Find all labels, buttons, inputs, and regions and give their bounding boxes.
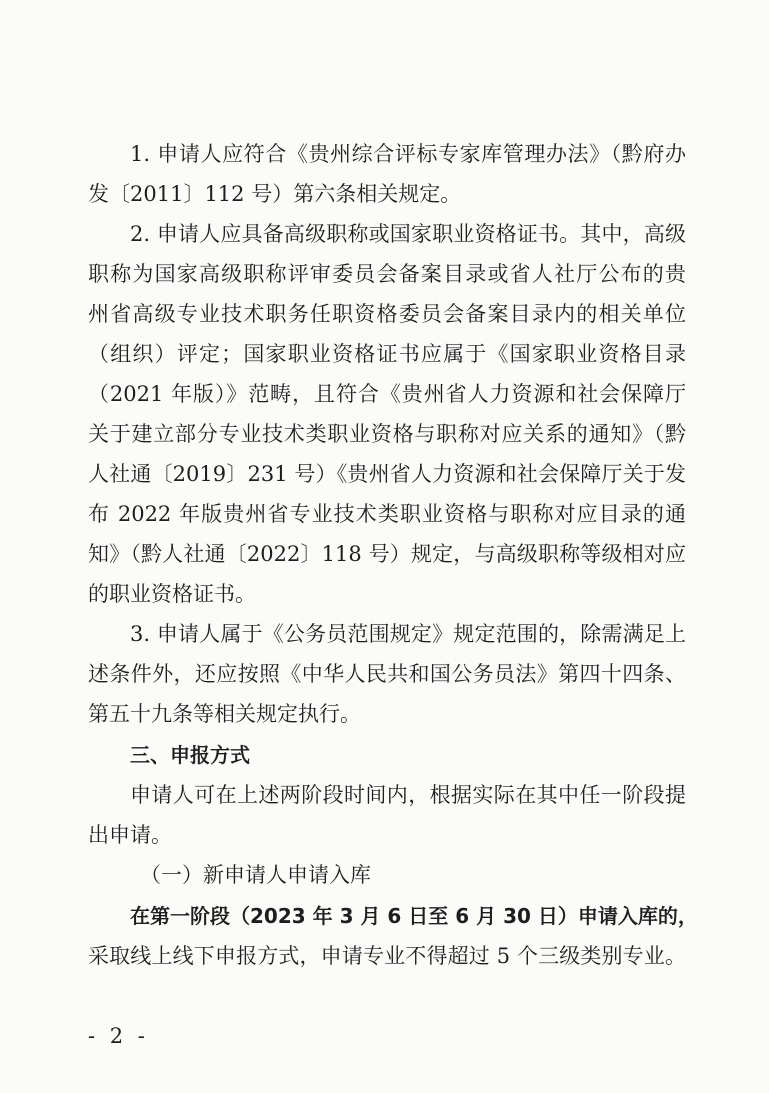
para-5-line-1: 在第一阶段（2023 年 3 月 6 日至 6 月 30 日）申请入库的， [130, 904, 698, 928]
para-2-line-6: 关于建立部分专业技术类职业资格与职称对应关系的通知》（黔 [88, 422, 686, 446]
para-2-line-8: 布 2022 年版贵州省专业技术类职业资格与职称对应目录的通 [88, 502, 686, 526]
para-3-line-3: 第五十九条等相关规定执行。 [88, 702, 361, 726]
section-heading: 三、申报方式 [130, 743, 250, 767]
para-3-line-2: 述条件外，还应按照《中华人民共和国公务员法》第四十四条、 [88, 662, 686, 686]
para-4-line-2: 出申请。 [88, 823, 172, 847]
para-2-line-10: 的职业资格证书。 [88, 582, 256, 606]
para-2-line-9: 知》（黔人社通〔2022〕118 号）规定，与高级职称等级相对应 [88, 542, 686, 566]
para-2-line-5: （2021 年版）》范畴，且符合《贵州省人力资源和社会保障厅 [88, 382, 686, 406]
para-3-line-1: 3. 申请人属于《公务员范围规定》规定范围的，除需满足上 [130, 622, 686, 646]
para-1-line-1: 1. 申请人应符合《贵州综合评标专家库管理办法》（黔府办 [130, 142, 686, 166]
para-2-line-2: 职称为国家高级职称评审委员会备案目录或省人社厅公布的贵 [88, 262, 686, 286]
para-2-line-3: 州省高级专业技术职务任职资格委员会备案目录内的相关单位 [88, 302, 686, 326]
para-2-line-4: （组织）评定；国家职业资格证书应属于《国家职业资格目录 [88, 342, 686, 366]
page-number: - 2 - [88, 1024, 149, 1048]
para-5-line-2: 采取线上线下申报方式，申请专业不得超过 5 个三级类别专业。 [88, 944, 686, 968]
para-4-line-1: 申请人可在上述两阶段时间内，根据实际在其中任一阶段提 [130, 783, 686, 807]
para-2-line-7: 人社通〔2019〕231 号）《贵州省人力资源和社会保障厅关于发 [88, 462, 686, 486]
para-1-line-2: 发〔2011〕112 号）第六条相关规定。 [88, 182, 462, 206]
subsection-heading: （一）新申请人申请入库 [140, 863, 371, 887]
para-2-line-1: 2. 申请人应具备高级职称或国家职业资格证书。其中，高级 [130, 222, 686, 246]
